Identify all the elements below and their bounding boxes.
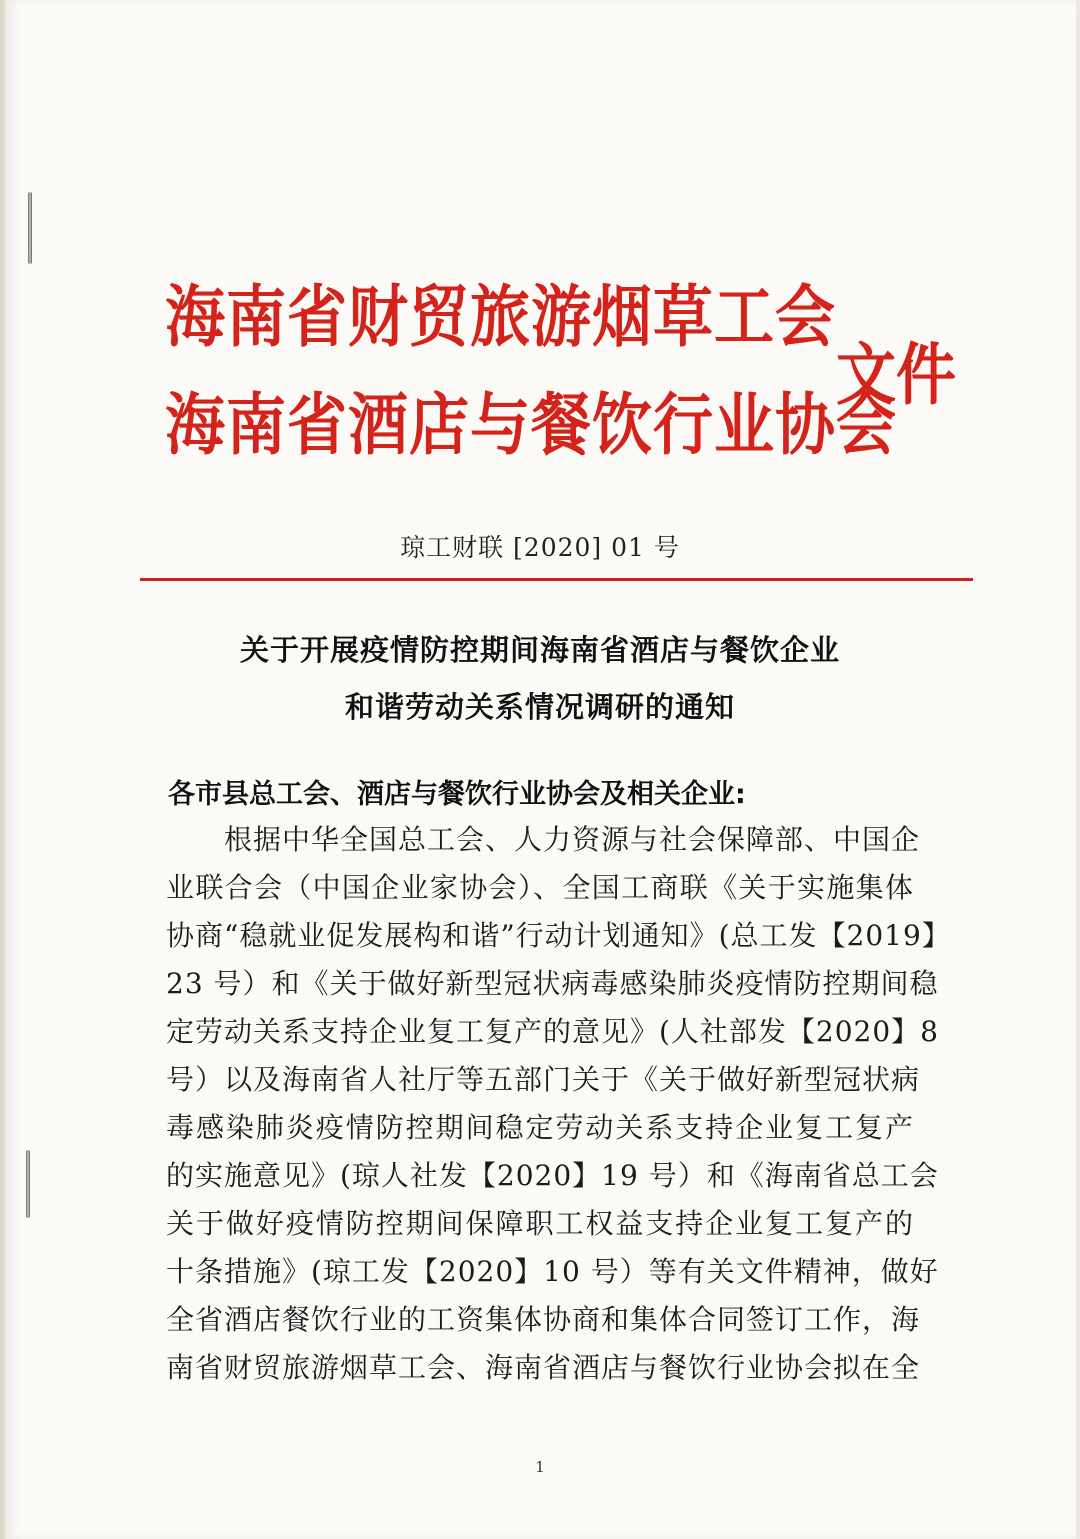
body-line: 关于做好疫情防控期间保障职工权益支持企业复工复产的 [166,1207,914,1240]
body-line: 定劳动关系支持企业复工复产的意见》(人社部发【2020】8 [166,1015,939,1048]
page-number: 1 [535,1458,545,1476]
body-line: 十条措施》(琼工发【2020】10 号）等有关文件精神，做好 [166,1255,939,1288]
body-line: 号）以及海南省人社厅等五部门关于《关于做好新型冠状病 [166,1063,921,1096]
body-line: 根据中华全国总工会、人力资源与社会保障部、中国企 [224,823,921,856]
red-divider [140,578,973,581]
body-line: 的实施意见》(琼人社发【2020】19 号）和《海南省总工会 [166,1159,939,1192]
body-line: 业联合会（中国企业家协会）、全国工商联《关于实施集体 [166,871,914,904]
body-line: 23 号）和《关于做好新型冠状病毒感染肺炎疫情防控期间稳 [166,967,939,1000]
document-number: 琼工财联 [2020] 01 号 [400,533,680,562]
notice-title-line-1: 关于开展疫情防控期间海南省酒店与餐饮企业 [239,633,840,667]
letterhead-doc-label: 文件 [836,336,956,415]
body-line: 南省财贸旅游烟草工会、海南省酒店与餐饮行业协会拟在全 [166,1351,921,1384]
staple-bottom [26,1150,30,1218]
body-line: 全省酒店餐饮行业的工资集体协商和集体合同签订工作，海 [166,1303,921,1336]
notice-title-line-2: 和谐劳动关系情况调研的通知 [344,690,735,724]
body-line: 协商“稳就业促发展构和谐”行动计划通知》(总工发【2019】 [166,919,951,952]
salutation: 各市县总工会、酒店与餐饮行业协会及相关企业: [168,779,746,810]
letterhead-org-line-1: 海南省财贸旅游烟草工会 [165,278,836,357]
staple-top [28,192,32,264]
letterhead-org-line-2: 海南省酒店与餐饮行业协会 [165,386,897,465]
body-line: 毒感染肺炎疫情防控期间稳定劳动关系支持企业复工复产 [166,1111,914,1144]
